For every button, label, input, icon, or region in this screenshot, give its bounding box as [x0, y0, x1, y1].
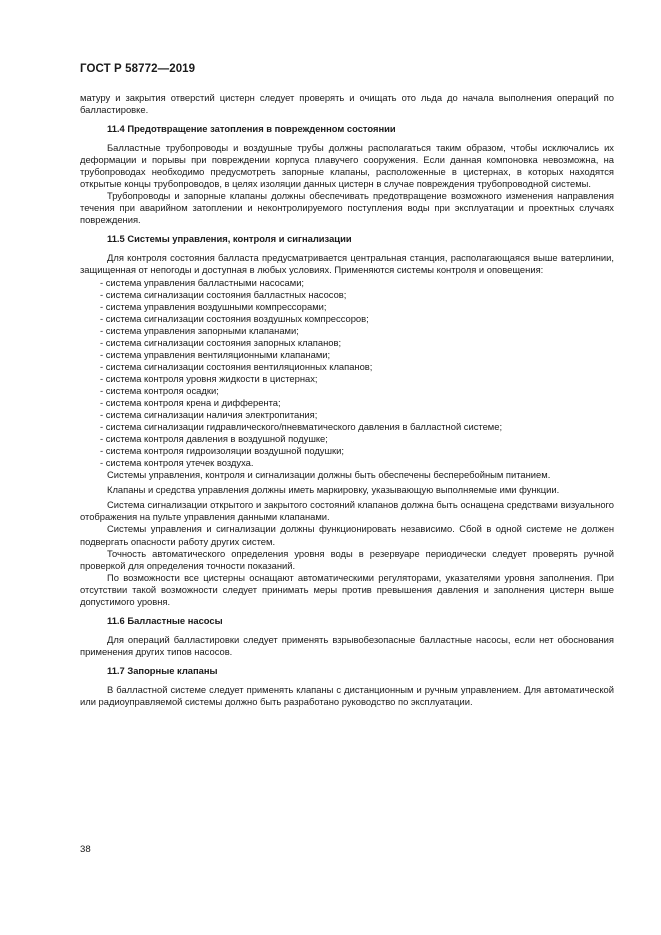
section-11-5-title: 11.5 Системы управления, контроля и сигнализации [107, 233, 352, 245]
section-11-7-title: 11.7 Запорные клапаны [107, 664, 218, 676]
top-paragraph: матуру и закрытия отверстий цистерн следует проверять и очищать ото льда до начала выполнения операций по балластировке. [80, 92, 614, 116]
section-11-4-paragraph-2: Трубопроводы и запорные клапаны должны обеспечивать предотвращение возможного изменения направления течения при аварийном затоплении и неконтролируемого поступления воды при эксплуатации и проектных случаях повреждения. [80, 190, 614, 226]
section-11-5-intro: Для контроля состояния балласта предусматривается центральная станция, располагающаяся выше ватерлинии, защищенная от непогоды и доступная в любых условиях. Применяются системы контроля и оповещения: [80, 252, 614, 276]
section-11-5-paragraph-accuracy: Точность автоматического определения уровня воды в резервуаре периодически следует проверять ручной проверкой для определения точности показаний. [80, 547, 614, 571]
list-item: - система контроля уровня жидкости в цистернах; [80, 373, 614, 385]
section-11-5-paragraph-regulators: По возможности все цистерны оснащают автоматическими регуляторами, указателями уровня заполнения. При отсутствии такой возможности следует принимать меры против превышения давления и заполнения цистерн выше допустимого уровня. [80, 571, 614, 607]
list-item: - система контроля утечек воздуха. [80, 457, 614, 469]
list-item: - система сигнализации состояния запорных клапанов; [80, 337, 614, 349]
page-number: 38 [80, 844, 91, 855]
section-11-6-paragraph: Для операций балластировки следует применять взрывобезопасные балластные насосы, если нет обоснования применения других типов насосов. [80, 633, 614, 657]
list-item: - система контроля гидроизоляции воздушной подушки; [80, 445, 614, 457]
list-item: - система управления балластными насосами; [80, 277, 614, 289]
section-11-6-title: 11.6 Балластные насосы [107, 614, 223, 626]
standard-header: ГОСТ Р 58772—2019 [80, 63, 196, 75]
section-11-5-paragraph-independence: Системы управления и сигнализации должны функционировать независимо. Сбой в одной системе не должен подвергать опасности работу других систем. [80, 523, 614, 547]
list-item: - система управления запорными клапанами; [80, 325, 614, 337]
section-11-5-paragraph-signaling: Система сигнализации открытого и закрытого состояний клапанов должна быть оснащена средствами визуального отображения на пульте управления данными клапанами. [80, 499, 614, 523]
list-item: - система контроля крена и дифферента; [80, 397, 614, 409]
list-item: - система контроля давления в воздушной подушке; [80, 433, 614, 445]
list-item: - система управления воздушными компрессорами; [80, 301, 614, 313]
list-item: - система сигнализации состояния воздушных компрессоров; [80, 313, 614, 325]
list-item: - система сигнализации состояния вентиляционных клапанов; [80, 361, 614, 373]
control-systems-list [80, 277, 614, 470]
document-body [80, 92, 614, 708]
list-item: - система контроля осадки; [80, 385, 614, 397]
section-11-5-paragraph-marking: Клапаны и средства управления должны иметь маркировку, указывающую выполняемые ими функции. [107, 484, 560, 496]
list-item: - система сигнализации наличия электропитания; [80, 409, 614, 421]
list-item: - система управления вентиляционными клапанами; [80, 349, 614, 361]
section-11-4-paragraph-1: Балластные трубопроводы и воздушные трубы должны располагаться таким образом, чтобы исключались их деформации и порывы при повреждении корпуса плавучего сооружения. Если данная компоновка невозможна, на трубопроводах необходимо предусмотреть запорные клапаны, расположенные в цистернах, в которых находятся открытые концы трубопроводов, в целях изоляции данных цистерн в случае повреждения трубопроводной системы. [80, 142, 614, 190]
section-11-5-paragraph-power: Системы управления, контроля и сигнализации должны быть обеспечены бесперебойным питанием. [107, 469, 551, 481]
list-item: - система сигнализации гидравлического/пневматического давления в балластной системе; [80, 421, 614, 433]
section-11-7-paragraph: В балластной системе следует применять клапаны с дистанционным и ручным управлением. Для автоматической или радиоуправляемой системы должно быть разработано руководство по эксплуатации. [80, 683, 614, 707]
section-11-4-title: 11.4 Предотвращение затопления в поврежденном состоянии [107, 123, 396, 135]
list-item: - система сигнализации состояния балластных насосов; [80, 289, 614, 301]
